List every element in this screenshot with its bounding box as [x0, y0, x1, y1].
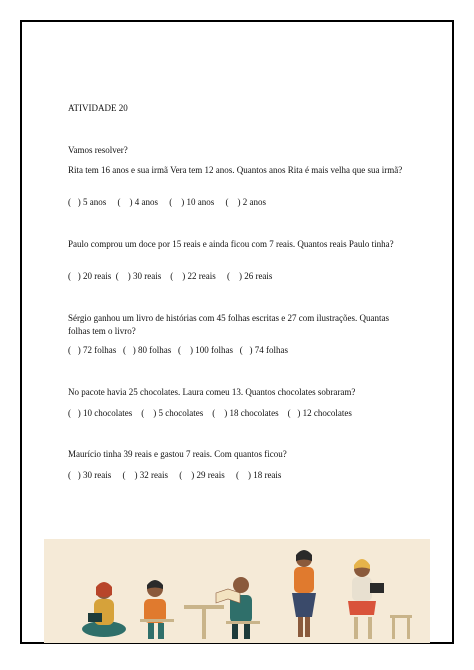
- question-2-options[interactable]: ( ) 20 reais ( ) 30 reais ( ) 22 reais ( ) 26 reais: [68, 271, 273, 281]
- person-standing: [292, 550, 316, 637]
- question-3-options[interactable]: ( ) 72 folhas ( ) 80 folhas ( ) 100 folhas ( ) 74 folhas: [68, 345, 288, 355]
- activity-title: ATIVIDADE 20: [68, 103, 128, 113]
- question-1: Rita tem 16 anos e sua irmã Vera tem 12 anos. Quantos anos Rita é mais velha que sua irmã?: [68, 165, 403, 175]
- illustration-graphic: [44, 539, 430, 643]
- worksheet-page: [20, 20, 454, 644]
- intro-text: Vamos resolver?: [68, 145, 128, 155]
- person-stool-reading: [348, 559, 384, 639]
- table: [184, 605, 224, 639]
- question-2: Paulo comprou um doce por 15 reais e ainda ficou com 7 reais. Quantos reais Paulo tinha?: [68, 239, 394, 249]
- question-1-options[interactable]: ( ) 5 anos ( ) 4 anos ( ) 10 anos ( ) 2 anos: [68, 197, 266, 207]
- person-with-scarf: [140, 580, 174, 639]
- question-4-options[interactable]: ( ) 10 chocolates ( ) 5 chocolates ( ) 18 chocolates ( ) 12 chocolates: [68, 408, 352, 418]
- reading-people-illustration: [44, 539, 430, 643]
- question-3: Sérgio ganhou um livro de histórias com 45 folhas escritas e 27 com ilustrações. Quantas folhas tem o livro?: [68, 313, 390, 336]
- question-5: Maurício tinha 39 reais e gastou 7 reais. Com quantos ficou?: [68, 449, 287, 459]
- question-5-options[interactable]: ( ) 30 reais ( ) 32 reais ( ) 29 reais ( ) 18 reais: [68, 470, 282, 480]
- question-4: No pacote havia 25 chocolates. Laura comeu 13. Quantos chocolates sobraram?: [68, 387, 356, 397]
- person-floor-reading: [82, 582, 126, 637]
- stool: [390, 615, 412, 639]
